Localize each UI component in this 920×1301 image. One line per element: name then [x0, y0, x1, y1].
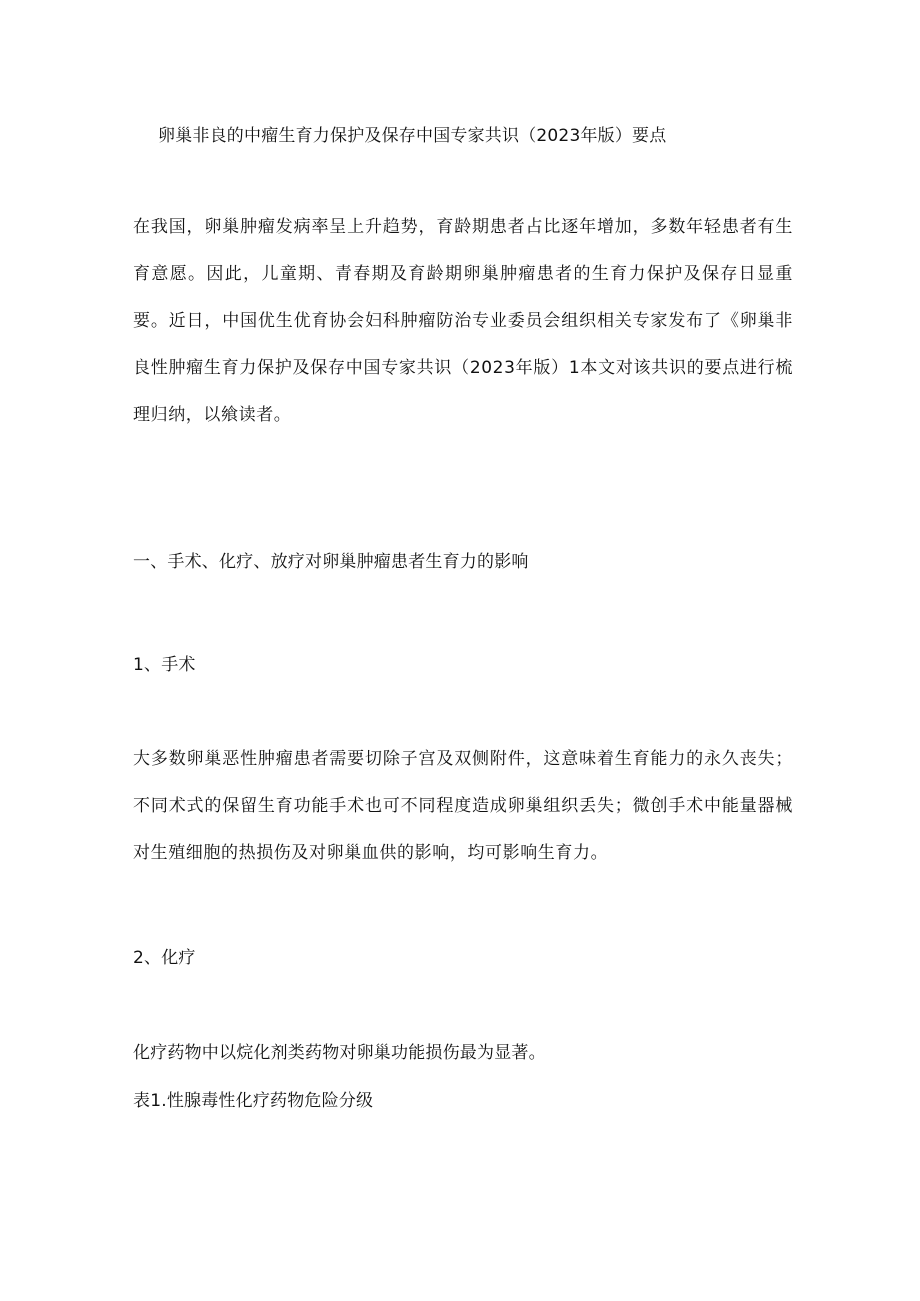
surgery-paragraph: 大多数卵巢恶性肿瘤患者需要切除子宫及双侧附件，这意味着生育能力的永久丧失；不同术式的保留生育功能手术也可不同程度造成卵巢组织丢失；微创手术中能量器械对生殖细胞的热损伤及对卵巢血供的影响，均可影响生育力。: [133, 749, 793, 863]
section-1-heading: 一、手术、化疗、放疗对卵巢肿瘤患者生育力的影响: [133, 552, 529, 572]
chemotherapy-paragraph: 化疗药物中以烷化剂类药物对卵巢功能损伤最为显著。: [133, 1043, 546, 1063]
intro-paragraph: 在我国，卵巢肿瘤发病率呈上升趋势，育龄期患者占比逐年增加，多数年轻患者有生育意愿。因此，儿童期、青春期及育龄期卵巢肿瘤患者的生育力保护及保存日显重要。近日，中国优生优育协会妇科肿瘤防治专业委员会组织相关专家发布了《卵巢非良性肿瘤生育力保护及保存中国专家共识（2023年版）1本文对该共识的要点进行梳理归纳，以飨读者。: [133, 217, 793, 425]
document-title: 卵巢非良的中瘤生育力保护及保存中国专家共识（2023年版）要点: [158, 126, 667, 146]
subsection-surgery-heading: 1、手术: [133, 655, 196, 675]
subsection-chemotherapy-heading: 2、化疗: [133, 948, 196, 968]
table-caption: 表1.性腺毒性化疗药物危险分级: [133, 1091, 374, 1111]
